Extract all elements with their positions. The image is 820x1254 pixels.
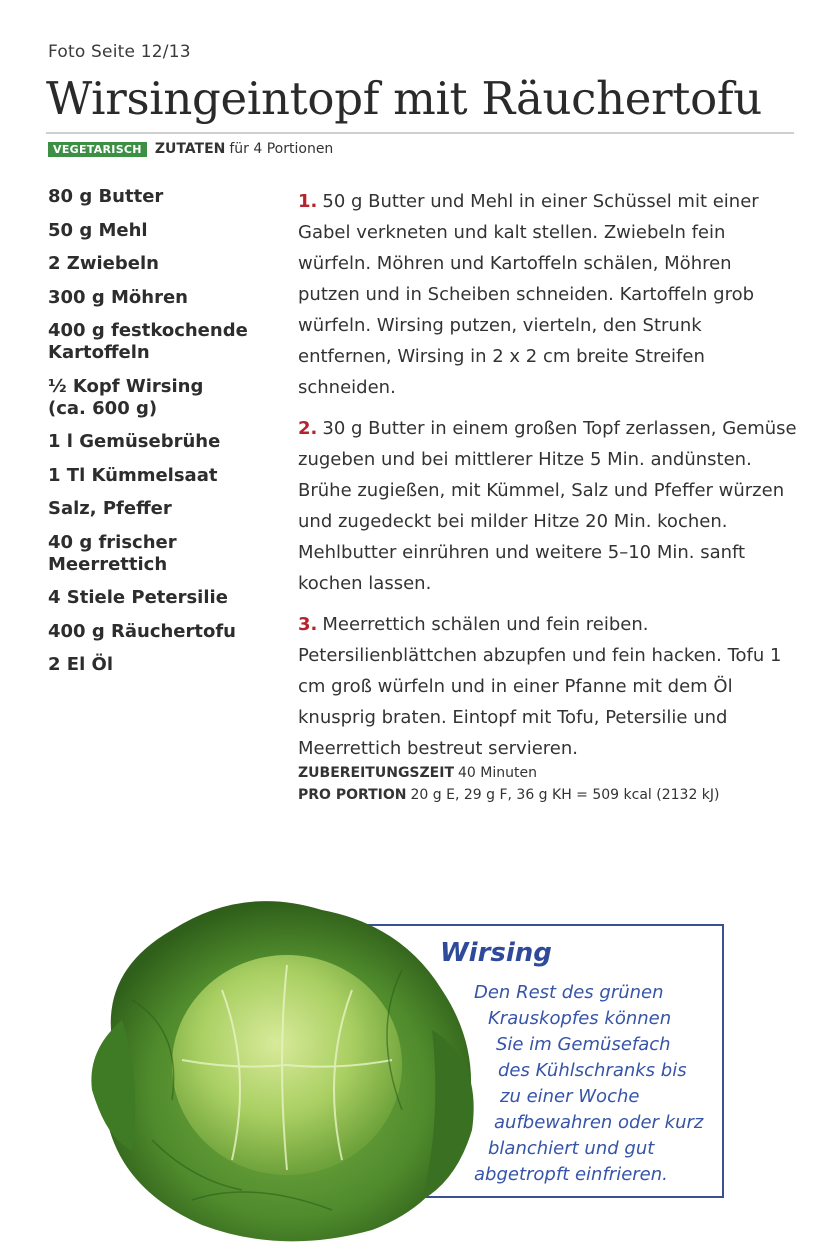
info-line: des Kühlschranks bis — [498, 1060, 687, 1081]
info-line: zu einer Woche — [500, 1086, 640, 1107]
ingredients-label: ZUTATEN — [154, 141, 226, 157]
cabbage-illustration — [72, 880, 492, 1250]
ingredient-item: Salz, Pfeffer — [48, 498, 172, 519]
step-2 — [298, 413, 798, 599]
ingredient-item: 50 g Mehl — [48, 219, 148, 241]
info-line: blanchiert und gut — [488, 1138, 655, 1159]
info-line: aufbewahren oder kurz — [494, 1112, 704, 1133]
info-line: Krauskopfes können — [488, 1008, 672, 1029]
step-3 — [298, 609, 798, 764]
portions-text: für 4 Portionen — [229, 141, 334, 157]
ingredient-item: 300 g Möhren — [48, 286, 188, 308]
step-text: 30 g Butter in einem großen Topf zerlassen, Gemüse zugeben und bei mittlerer Hitze 5 Min. andünsten. Brühe zugießen, mit Kümmel, Salz und Pfeffer würzen und zugedeckt bei milder Hitze 20 Min. kochen. Mehlbutter einrühren und weitere 5–10 Min. sanft kochen lassen. — [298, 418, 797, 594]
nutrition — [298, 784, 720, 806]
ingredient-item: 1 l Gemüsebrühe — [48, 431, 221, 452]
ingredient-item: ½ Kopf Wirsing (ca. 600 g) — [48, 375, 204, 419]
prep-time-label: ZUBEREITUNGSZEIT — [298, 765, 454, 781]
recipe-title: Wirsingeintopf mit Räuchertofu — [46, 72, 762, 125]
step-text: 50 g Butter und Mehl in einer Schüssel mit einer Gabel verkneten und kalt stellen. Zwiebeln fein würfeln. Möhren und Kartoffeln schälen, Möhren putzen und in Scheiben schneiden. Kartoffeln grob würfeln. Wirsing putzen, vierteln, den Strunk entfernen, Wirsing in 2 x 2 cm breite Streifen schneiden. — [298, 191, 759, 398]
preparation-steps — [298, 186, 798, 774]
nutrition-label: PRO PORTION — [298, 787, 407, 803]
prep-time-value: 40 Minuten — [458, 765, 537, 781]
ingredient-item: 1 Tl Kümmelsaat — [48, 464, 218, 486]
ingredient-item: 40 g frischer Meerrettich — [48, 531, 177, 575]
step-text: Meerrettich schälen und fein reiben. Petersilienblättchen abzupfen und fein hacken. Tofu 1 cm groß würfeln und in einer Pfanne mit dem Öl knusprig braten. Eintopf mit Tofu, Petersilie und Meerrettich bestreut servieren. — [298, 614, 782, 759]
photo-reference: Foto Seite 12/13 — [48, 42, 191, 62]
vegetarian-badge: VEGETARISCH — [48, 142, 147, 157]
recipe-meta — [48, 141, 333, 157]
step-1 — [298, 186, 798, 403]
ingredient-item: 2 Zwiebeln — [48, 253, 159, 274]
step-number: 3. — [298, 614, 318, 635]
savoy-cabbage-photo — [72, 880, 492, 1250]
ingredient-item: 400 g Räuchertofu — [48, 620, 236, 642]
ingredient-item: 4 Stiele Petersilie — [48, 587, 228, 608]
info-box-title: Wirsing — [440, 938, 552, 968]
info-line: abgetropft einfrieren. — [474, 1164, 668, 1185]
step-number: 2. — [298, 418, 318, 439]
info-line: Den Rest des grünen — [474, 982, 664, 1003]
recipe-facts — [298, 762, 720, 806]
ingredient-item: 2 El Öl — [48, 654, 113, 675]
ingredient-item: 80 g Butter — [48, 186, 164, 207]
ingredient-item: 400 g festkochende Kartoffeln — [48, 320, 248, 363]
ingredient-list — [48, 186, 278, 688]
info-line: Sie im Gemüsefach — [496, 1034, 671, 1055]
nutrition-value: 20 g E, 29 g F, 36 g KH = 509 kcal (2132 kJ) — [410, 787, 720, 803]
step-number: 1. — [298, 191, 318, 212]
prep-time — [298, 762, 720, 784]
title-divider — [46, 132, 794, 134]
